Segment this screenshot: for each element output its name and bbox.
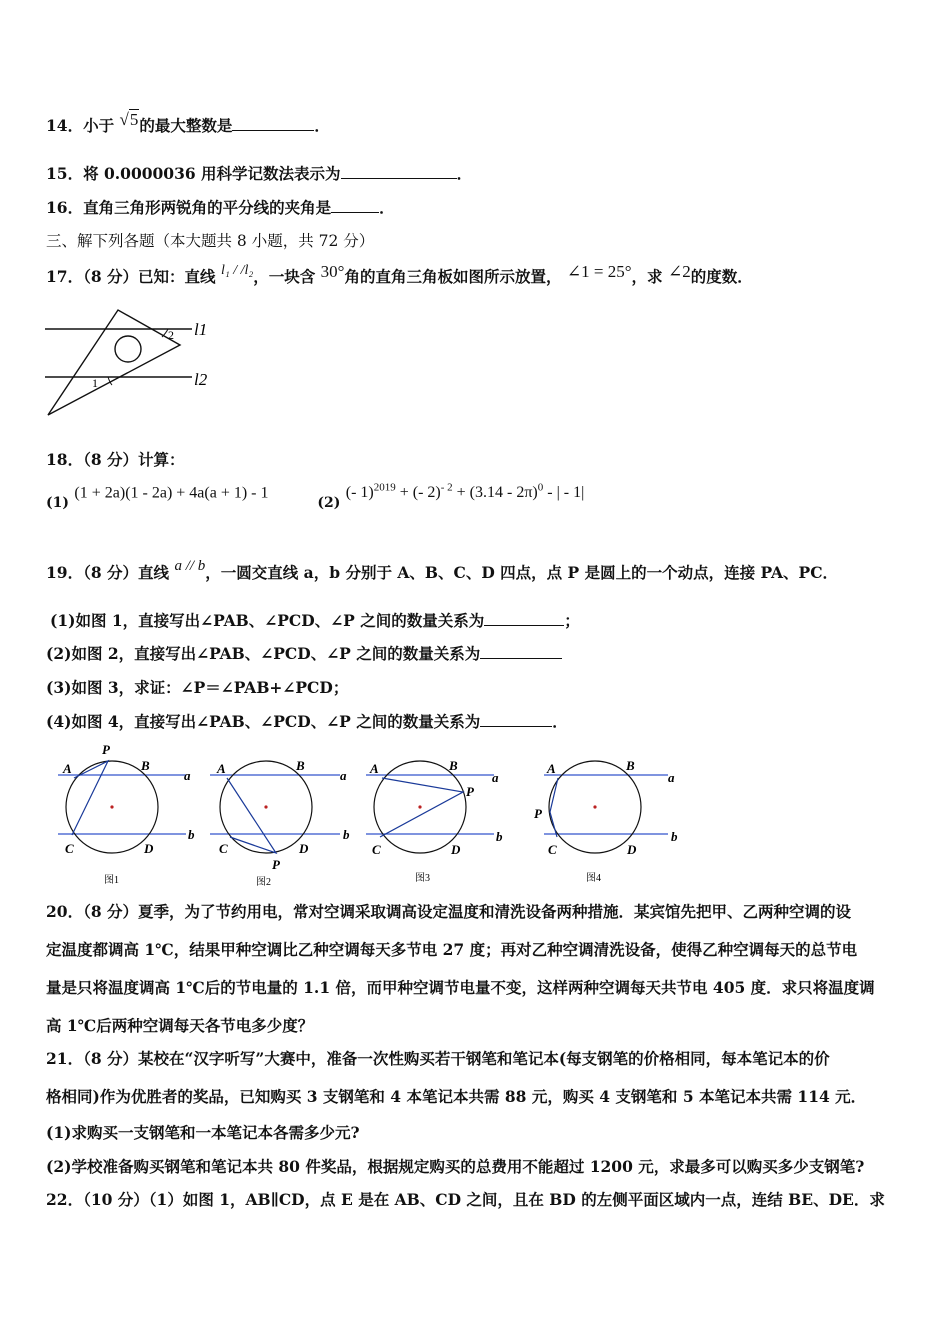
- svg-text:A: A: [217, 761, 226, 776]
- paragraph-line: 量是只将温度调高 1℃后的节电量的 1.1 倍，而甲种空调节电量不变，这样两种空调每天共节电 405 度．求只将温度调: [46, 978, 875, 997]
- svg-text:P: P: [102, 742, 110, 757]
- question-score: （8 分）: [83, 563, 139, 582]
- math-expression-1: (1 + 2a)(1 - 2a) + 4a(a + 1) - 1: [74, 484, 269, 502]
- sqrt-radicand: 5: [129, 110, 139, 129]
- expr-term: + (3.14 - 2π): [452, 484, 538, 502]
- question-score: （8 分）: [83, 450, 139, 469]
- question-number: 16．: [46, 198, 84, 217]
- question-text: 已知：直线: [138, 267, 216, 286]
- paragraph-line: 20．（8 分）夏季，为了节约用电，常对空调采取调高设定温度和清洗设备两种措施．某宾馆先把甲、乙两种空调的设: [46, 902, 852, 921]
- subquestion-text: (2)如图 2，直接写出∠PAB、∠PCD、∠P 之间的数量关系为: [46, 644, 481, 663]
- question-number: 15．: [46, 164, 84, 183]
- question-text: 小于: [83, 116, 115, 135]
- subquestion-text: (1)如图 1，直接写出∠PAB、∠PCD、∠P 之间的数量关系为: [50, 611, 485, 630]
- question-18-parts: [46, 482, 585, 512]
- question-number: 19．: [46, 563, 84, 582]
- svg-text:图2: 图2: [256, 877, 271, 888]
- question-text: ，一圆交直线 a，b 分别于 A、B、C、D 四点，点 P 是圆上的一个动点，连接 PA、PC．: [205, 563, 839, 582]
- label-l2: l2: [194, 370, 208, 389]
- paragraph-line: (2)学校准备购买钢笔和笔记本共 80 件奖品，根据规定购买的总费用不能超过 1200 元，求最多可以购买多少支钢笔?: [46, 1157, 865, 1176]
- figure-2: [210, 758, 350, 888]
- question-19-part-1: [50, 609, 580, 631]
- question-20: [46, 893, 908, 1045]
- label-angle-1: 1: [92, 376, 98, 390]
- question-text: ，求: [631, 267, 663, 286]
- paragraph-line: 高 1℃后两种空调每天各节电多少度？: [46, 1016, 314, 1035]
- svg-text:B: B: [296, 758, 305, 773]
- svg-text:B: B: [449, 758, 458, 773]
- svg-text:a: a: [492, 770, 499, 785]
- svg-text:a: a: [668, 770, 675, 785]
- svg-text:D: D: [451, 842, 461, 857]
- svg-text:C: C: [548, 842, 557, 857]
- question-text: 22．（10 分）（1）如图 1，AB∥CD，点 E 是在 AB、CD 之间，且在 BD 的左侧平面区域内一点，连结 BE、DE．求: [46, 1190, 885, 1209]
- question-17: [46, 262, 753, 287]
- question-15: [46, 162, 472, 184]
- question-text: ，一块含: [253, 267, 316, 286]
- question-end: ；: [564, 611, 580, 630]
- question-18: [46, 448, 185, 470]
- svg-text:A: A: [370, 761, 379, 776]
- svg-text:P: P: [272, 857, 280, 872]
- question-21: [46, 1040, 908, 1184]
- svg-text:图3: 图3: [415, 873, 430, 884]
- svg-text:D: D: [144, 841, 154, 856]
- sqrt-expression: √5: [119, 110, 139, 129]
- question-text: 直角三角形两锐角的平分线的夹角是: [83, 198, 332, 217]
- answer-blank[interactable]: [341, 164, 457, 179]
- svg-text:a: a: [184, 768, 191, 783]
- paragraph-line: 21．（8 分）某校在“汉字听写”大赛中，准备一次性购买若干钢笔和笔记本(每支钢笔的价格相同，每本笔记本的价: [46, 1049, 830, 1068]
- question-text: 的度数．: [690, 267, 753, 286]
- paragraph-line: 定温度都调高 1℃，结果甲种空调比乙种空调每天多节电 27 度；再对乙种空调清洗设备，使得乙种空调每天的总节电: [46, 940, 858, 959]
- paragraph-line: (1)求购买一支钢笔和一本笔记本各需多少元?: [46, 1123, 360, 1142]
- question-19-part-3: [46, 676, 348, 698]
- svg-text:P: P: [466, 784, 474, 799]
- answer-blank[interactable]: [484, 611, 564, 626]
- svg-text:C: C: [219, 841, 228, 856]
- question-end: ．: [456, 164, 473, 183]
- svg-text:图4: 图4: [586, 873, 601, 884]
- expr-term: (- 1): [345, 484, 374, 502]
- question-19-part-4: [46, 710, 568, 732]
- paragraph-line: 格相同)作为优胜者的奖品，已知购买 3 支钢笔和 4 本笔记本共需 88 元，购买 4 支钢笔和 5 本笔记本共需 114 元．: [46, 1087, 867, 1106]
- subquestion-text: (3)如图 3，求证：∠P＝∠PAB+∠PCD；: [46, 678, 349, 697]
- figure-1: [58, 742, 195, 886]
- question-16: [46, 196, 395, 218]
- svg-text:B: B: [626, 758, 635, 773]
- math-given: ∠1 = 25°: [566, 262, 632, 281]
- svg-text:D: D: [299, 841, 309, 856]
- part-label: (2): [317, 495, 341, 512]
- answer-blank[interactable]: [480, 644, 562, 659]
- math-parallel: l₁ / /l₂: [220, 263, 254, 278]
- expr-term: - | - 1|: [543, 484, 585, 502]
- answer-blank[interactable]: [232, 116, 314, 131]
- question-19: [46, 558, 839, 583]
- label-l1: l1: [194, 320, 208, 339]
- circle-figures: [50, 740, 690, 890]
- question-22: [46, 1188, 885, 1210]
- svg-text:A: A: [63, 761, 72, 776]
- math-angle: 30°: [320, 262, 345, 281]
- svg-text:C: C: [372, 842, 381, 857]
- svg-text:b: b: [496, 829, 503, 844]
- question-score: （8 分）: [83, 267, 139, 286]
- figure-3: [366, 758, 503, 884]
- expr-term: + (- 2): [395, 484, 441, 502]
- math-condition: a // b: [174, 558, 206, 574]
- question-text: 直线: [138, 563, 170, 582]
- triangle-hole: [115, 336, 141, 362]
- svg-text:a: a: [340, 768, 347, 783]
- svg-text:B: B: [141, 758, 150, 773]
- expr-exponent: - 2: [440, 482, 453, 494]
- svg-text:A: A: [547, 761, 556, 776]
- triangle: [48, 310, 180, 415]
- expr-exponent: 0: [537, 482, 544, 494]
- question-19-part-2: [46, 642, 562, 664]
- svg-text:C: C: [65, 841, 74, 856]
- question-text: 将 0.0000036 用科学记数法表示为: [83, 164, 341, 183]
- expr-exponent: 2019: [373, 482, 396, 494]
- question-number: 17．: [46, 267, 84, 286]
- answer-blank[interactable]: [480, 712, 552, 727]
- svg-text:D: D: [627, 842, 637, 857]
- svg-text:P: P: [534, 806, 542, 821]
- part-label: (1): [46, 495, 69, 512]
- subquestion-text: (4)如图 4，直接写出∠PAB、∠PCD、∠P 之间的数量关系为: [46, 712, 481, 731]
- svg-text:图1: 图1: [104, 875, 119, 886]
- math-ask: ∠2: [667, 262, 691, 281]
- question-end: ．: [552, 712, 568, 731]
- svg-text:b: b: [671, 829, 678, 844]
- triangle-figure: [40, 305, 220, 420]
- math-expression-2: [346, 484, 585, 501]
- question-end: ．: [379, 198, 395, 217]
- figure-4: [534, 758, 678, 884]
- question-end: ．: [314, 116, 330, 135]
- question-text: 计算：: [138, 450, 185, 469]
- question-14: [46, 110, 330, 136]
- question-text: 的最大整数是: [139, 116, 233, 135]
- section-title: [46, 229, 374, 251]
- section-title-text: 三、解下列各题（本大题共 8 小题，共 72 分）: [46, 232, 375, 250]
- answer-blank[interactable]: [331, 198, 379, 213]
- question-number: 14．: [46, 116, 84, 135]
- label-angle-2: 2: [168, 328, 174, 342]
- svg-text:b: b: [188, 827, 195, 842]
- question-number: 18．: [46, 450, 84, 469]
- question-text: 角的直角三角板如图所示放置，: [344, 267, 562, 286]
- svg-text:b: b: [343, 827, 350, 842]
